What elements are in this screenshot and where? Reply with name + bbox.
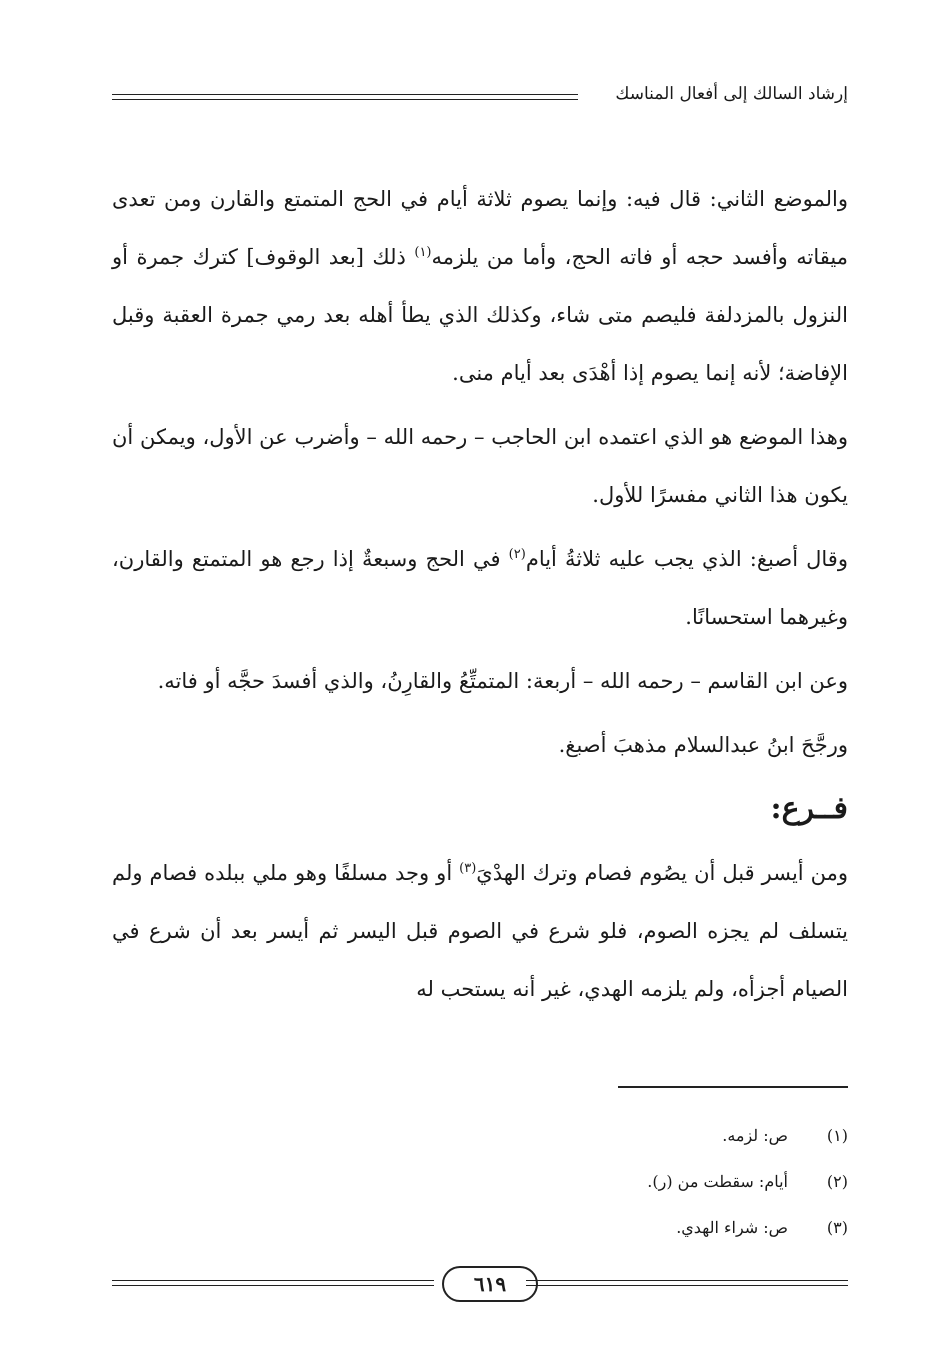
paragraph-2: وهذا الموضع هو الذي اعتمده ابن الحاجب – رحمه الله – وأضرب عن الأول، ويمكن أن يكون هذا الثاني مفسرًا للأول. xyxy=(112,425,848,507)
footnote-2 xyxy=(348,1158,848,1204)
footer-rule xyxy=(112,1280,434,1281)
paragraph-4: وعن ابن القاسم – رحمه الله – أربعة: المتمتِّعُ والقارِنُ، والذي أفسدَ حجَّه أو فاته. xyxy=(157,669,848,693)
footnote-separator xyxy=(618,1086,848,1088)
page-body xyxy=(112,170,848,1024)
page-number: ٦١٩ xyxy=(442,1266,538,1302)
footer-rule xyxy=(112,1285,434,1286)
footnotes xyxy=(348,1112,848,1250)
footnote-ref-2: (٢) xyxy=(508,547,526,562)
section-heading: فــرع: xyxy=(770,791,848,826)
footnote-ref-1: (١) xyxy=(414,245,432,260)
page-footer xyxy=(112,1264,848,1304)
footer-rule xyxy=(526,1285,848,1286)
paragraph-6 xyxy=(112,844,848,1018)
paragraph-5: ورجَّحَ ابنُ عبدالسلام مذهبَ أصبغ. xyxy=(558,733,848,757)
header-rule-top xyxy=(112,94,578,95)
footnote-number: (٣) xyxy=(826,1217,848,1237)
footnote-text: ص: لزمه. xyxy=(722,1125,788,1145)
paragraph-3-part-b: في الحج وسبعةٌ إذا رجع هو المتمتع والقارن، وغيرهما استحسانًا. xyxy=(112,547,848,629)
paragraph-3-part-a: وقال أصبغ: الذي يجب عليه ثلاثةُ أيام xyxy=(525,547,848,571)
footnote-text: أيام: سقطت من (ر). xyxy=(647,1171,788,1191)
footnote-1 xyxy=(348,1112,848,1158)
paragraph-1-part-a: والموضع الثاني: قال فيه: وإنما يصوم ثلاثة أيام في الحج المتمتع والقارن ومن تعدى ميقاته وأفسد حجه أو فاته الحج، وأما من يلزمه xyxy=(112,187,848,269)
footnote-number: (١) xyxy=(826,1125,848,1145)
paragraph-1 xyxy=(112,170,848,402)
footnote-ref-3: (٣) xyxy=(459,861,477,876)
paragraph-1-part-b: ذلك [بعد الوقوف] كترك جمرة أو النزول بالمزدلفة فليصم متى شاء، وكذلك الذي يطأ أهله بعد رمي جمرة العقبة وقبل الإفاضة؛ لأنه إنما يصوم إذا أهْدَى بعد أيام منى. xyxy=(112,245,848,385)
paragraph-3 xyxy=(112,530,848,646)
footnote-3 xyxy=(348,1204,848,1250)
footnote-text: ص: شراء الهدي. xyxy=(676,1217,788,1237)
header-rule-bottom xyxy=(112,99,578,100)
footnote-number: (٢) xyxy=(826,1171,848,1191)
footer-rule xyxy=(526,1280,848,1281)
book-title: إرشاد السالك إلى أفعال المناسك xyxy=(603,84,848,104)
running-header xyxy=(112,80,848,120)
paragraph-6-part-b: أو وجد مسلفًا وهو ملي ببلده فصام ولم يتسلف لم يجزه الصوم، فلو شرع في الصوم قبل اليسر ثم أيسر بعد أن شرع في الصيام أجزأه، ولم يلزمه الهدي، غير أنه يستحب له xyxy=(112,861,848,1001)
paragraph-6-part-a: ومن أيسر قبل أن يصُوم فصام وترك الهدْيَ xyxy=(476,861,848,885)
